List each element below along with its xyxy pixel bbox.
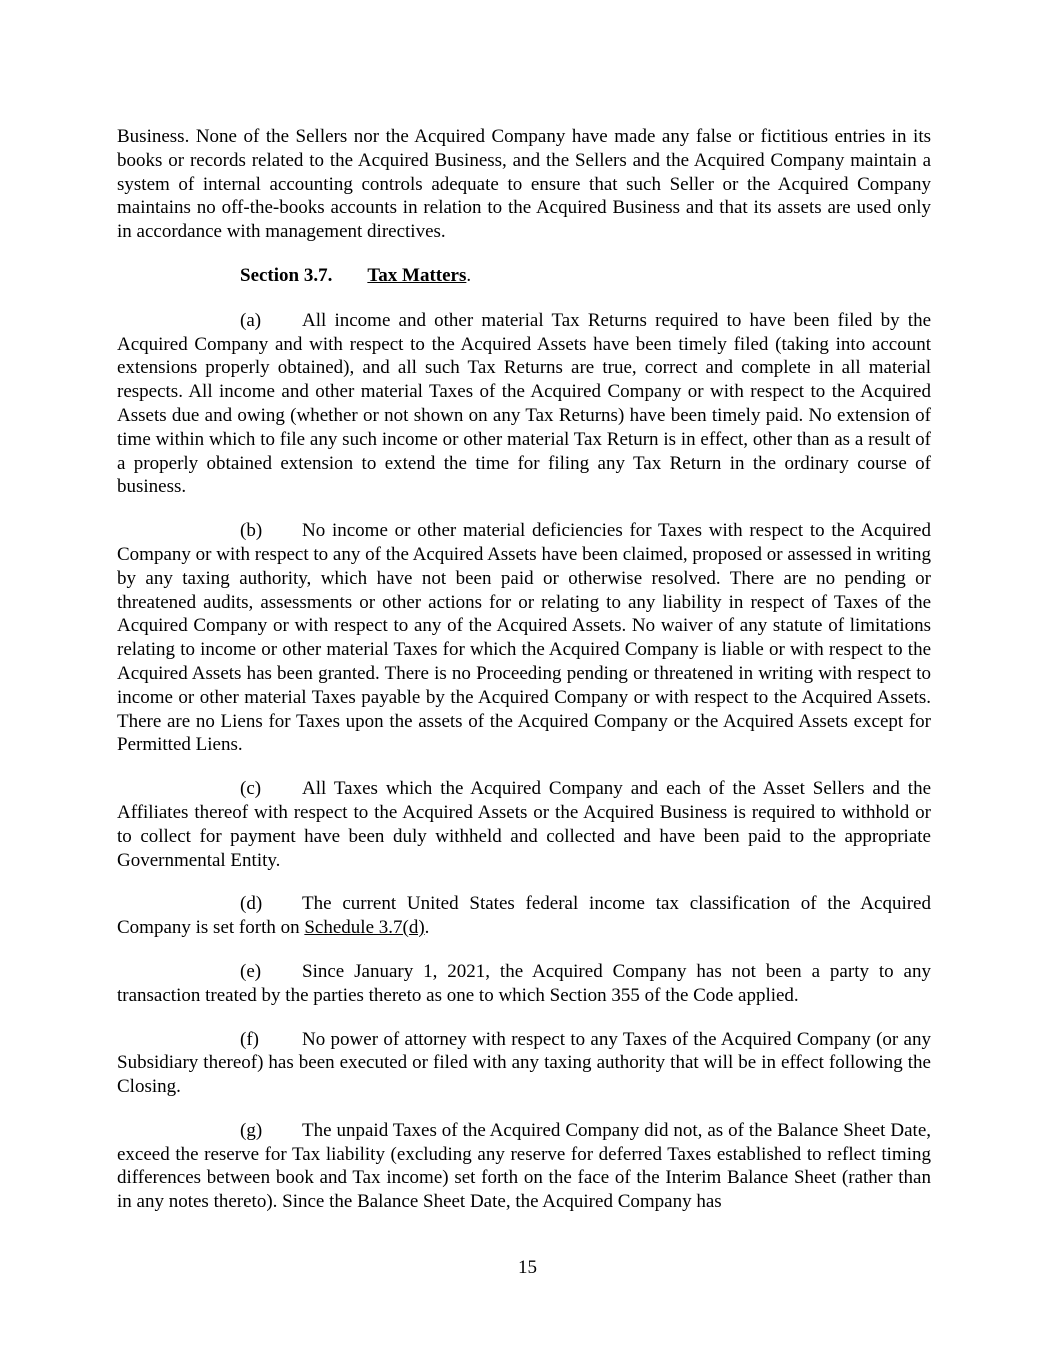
paragraph-label: (e) [240,960,262,982]
paragraph-d [117,892,931,940]
section-heading [117,264,931,288]
paragraph-text-end: . [424,917,430,939]
paragraph-label: (c) [240,778,262,800]
paragraph-b [117,519,931,757]
paragraph-a [117,309,931,499]
paragraph-g [117,1119,931,1214]
paragraph-label: (d) [240,893,263,915]
paragraph-label: (a) [240,309,262,331]
document-body [117,125,931,1234]
paragraph-label: (g) [240,1119,263,1141]
paragraph-text: No income or other material deficiencies for Taxes with respect to the Acquired Company or with respect to any of the Acquired Assets have been claimed, proposed or assessed in writing by any taxing authority, which have not been paid or otherwise resolved. There are no pending or threatened audits, assessments or other actions for or relating to any liability in respect of Taxes of the Acquired Company or with respect to any of the Acquired Assets. No waiver of any statute of limitations relating to income or other material Taxes for which the Acquired Company is liable or with respect to the Acquired Assets has been granted. There is no Proceeding pending or threatened in writing with respect to income or other material Taxes payable by the Acquired Company or with respect to the Acquired Assets. There are no Liens for Taxes upon the assets of the Acquired Company or the Acquired Assets except for Permitted Liens. [117,520,931,756]
paragraph-label: (b) [240,520,263,542]
paragraph-text: No power of attorney with respect to any Taxes of the Acquired Company (or any Subsidiary thereof) has been executed or filed with any taxing authority that will be in effect following the Closing. [117,1028,931,1098]
paragraph-label: (f) [240,1028,259,1050]
paragraph-text: The current United States federal income tax classification of the Acquired Company is set forth on [117,893,931,939]
page-number: 15 [518,1257,537,1278]
paragraph-text: All Taxes which the Acquired Company and each of the Asset Sellers and the Affiliates thereof with respect to the Acquired Assets or the Acquired Business is required to withhold or to collect for payment have been duly withheld and collected and have been paid to the appropriate Governmental Entity. [117,778,931,871]
schedule-reference: Schedule 3.7(d) [304,917,425,939]
paragraph-f [117,1028,931,1099]
paragraph-text: Since January 1, 2021, the Acquired Company has not been a party to any transaction treated by the parties thereto as one to which Section 355 of the Code applied. [117,960,931,1006]
paragraph-text: All income and other material Tax Returns required to have been filed by the Acquired Company and with respect to the Acquired Assets have been timely filed (taking into account extensions properly obtained), and all such Tax Returns are true, correct and complete in all material respects. All income and other material Taxes of the Acquired Company or with respect to the Acquired Assets due and owing (whether or not shown on any Tax Returns) have been timely paid. No extension of time within which to file any such income or other material Tax Return is in effect, other than as a result of a properly obtained extension to extend the time for filing any Tax Return in the ordinary course of business. [117,309,931,498]
section-number: Section 3.7. [240,264,333,286]
section-title: Tax Matters [367,264,467,286]
section-title-suffix: . [466,264,472,286]
paragraph-c [117,777,931,872]
paragraph-text: The unpaid Taxes of the Acquired Company did not, as of the Balance Sheet Date, exceed the reserve for Tax liability (excluding any reserve for deferred Taxes established to reflect timing differences between book and Tax income) set forth on the face of the Interim Balance Sheet (rather than in any notes thereto). Since the Balance Sheet Date, the Acquired Company has [117,1119,931,1213]
paragraph-e [117,960,931,1008]
intro-paragraph: Business. None of the Sellers nor the Acquired Company have made any false or fictitious entries in its books or records related to the Acquired Business, and the Sellers and the Acquired Company maintain a system of internal accounting controls adequate to ensure that such Seller or the Acquired Company maintains no off-the-books accounts in relation to the Acquired Business and that its assets are used only in accordance with management directives. [117,126,931,243]
